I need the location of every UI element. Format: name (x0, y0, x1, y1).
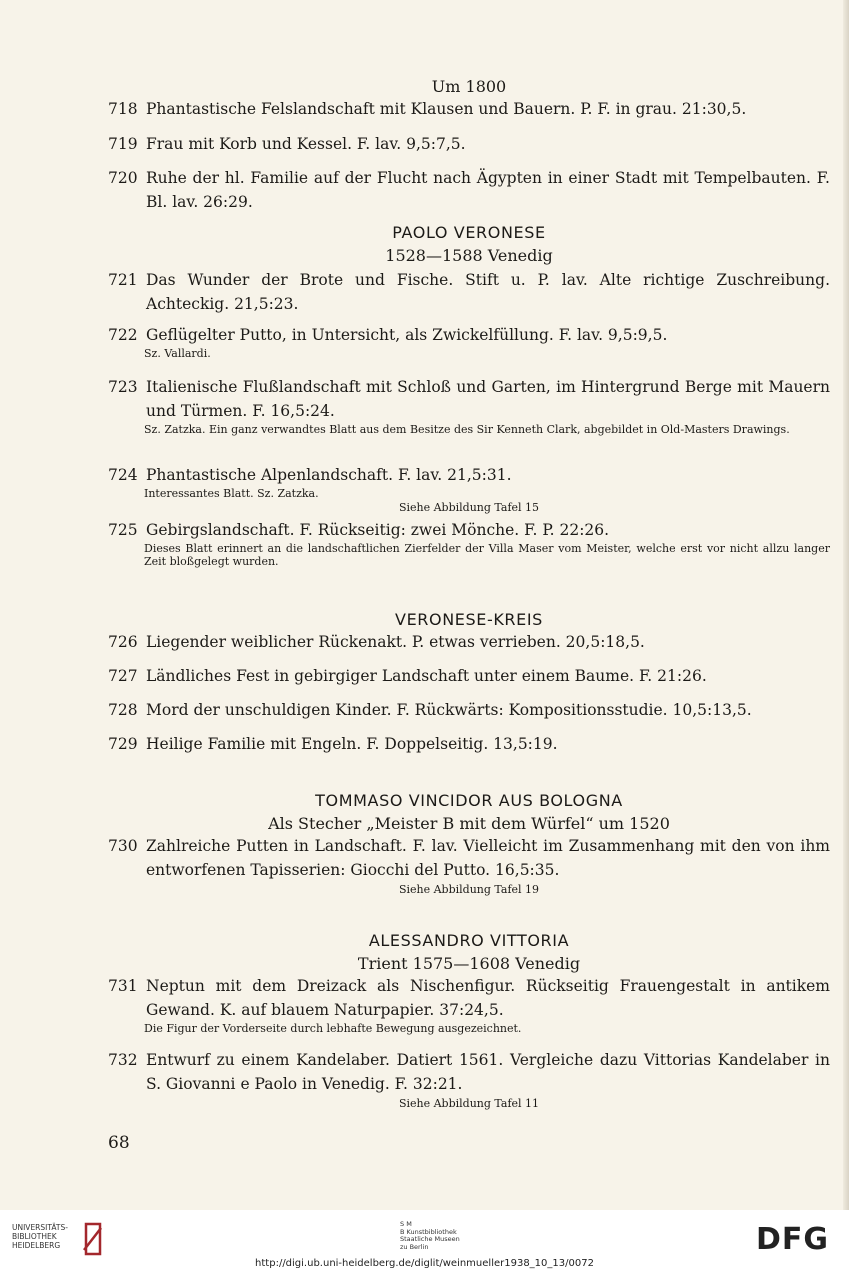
entry-text: Geflügelter Putto, in Untersicht, als Zwickelfüllung. F. lav. 9,5:9,5. (146, 326, 668, 344)
entry-number: 727 (108, 667, 138, 685)
catalog-entry (108, 518, 830, 568)
figure-reference: Siehe Abbildung Tafel 11 (398, 1097, 540, 1110)
entry-note: Interessantes Blatt. Sz. Zatzka. (144, 487, 319, 500)
artist-heading: PAOLO VERONESE (392, 223, 546, 242)
dfg-logo: DFG (756, 1222, 830, 1257)
smb-logo: S M B Kunstbibliothek Staatliche Museen zu Berlin (400, 1220, 460, 1251)
entry-number: 724 (108, 466, 138, 484)
entry-number: 731 (108, 977, 138, 995)
entry-note: Sz. Zatzka. Ein ganz verwandtes Blatt aus dem Besitze des Sir Kenneth Clark, abgebildet in Old-Masters Drawings. (144, 423, 790, 436)
period-heading: Um 1800 (431, 77, 507, 96)
university-library-name: UNIVERSITÄTS- BIBLIOTHEK HEIDELBERG (12, 1223, 68, 1250)
entry-note: Sz. Vallardi. (144, 347, 211, 360)
entry-text: Frau mit Korb und Kessel. F. lav. 9,5:7,5. (146, 135, 466, 153)
entry-text: Liegender weiblicher Rückenakt. P. etwas verrieben. 20,5:18,5. (146, 633, 645, 651)
entry-number: 732 (108, 1051, 138, 1069)
entry-number: 721 (108, 271, 138, 289)
entry-text: Das Wunder der Brote und Fische. Stift u. P. lav. Alte richtige Zuschreibung. Achteckig. 21,5:23. (146, 271, 830, 313)
catalog-entry (108, 268, 830, 316)
entry-text: Phantastische Alpenlandschaft. F. lav. 21,5:31. (146, 466, 512, 484)
entry-number: 720 (108, 169, 138, 187)
catalog-entry (108, 463, 830, 514)
entry-text: Ruhe der hl. Familie auf der Flucht nach Ägypten in einer Stadt mit Tempelbauten. F. Bl. lav. 26:29. (146, 169, 830, 211)
page-number: 68 (108, 1133, 130, 1153)
artist-heading: ALESSANDRO VITTORIA (368, 931, 570, 950)
entry-text: Italienische Flußlandschaft mit Schloß und Garten, im Hintergrund Berge mit Mauern und Türmen. F. 16,5:24. (146, 378, 830, 420)
entry-number: 729 (108, 735, 138, 753)
catalog-entry (108, 375, 830, 436)
entry-text: Zahlreiche Putten in Landschaft. F. lav. Vielleicht im Zusammenhang mit den von ihm entworfenen Tapisserien: Giocchi del Putto. 16,5:35. (146, 837, 830, 879)
catalog-entry (108, 97, 830, 121)
artist-heading: TOMMASO VINCIDOR AUS BOLOGNA (315, 791, 623, 810)
catalog-entry (108, 323, 830, 360)
entry-number: 725 (108, 521, 138, 539)
entry-text: Gebirgslandschaft. F. Rückseitig: zwei Mönche. F. P. 22:26. (146, 521, 610, 539)
entry-number: 718 (108, 100, 138, 118)
page-edge-shadow (843, 0, 849, 1210)
figure-reference: Siehe Abbildung Tafel 19 (398, 883, 540, 896)
entry-number: 730 (108, 837, 138, 855)
catalog-entry (108, 132, 830, 156)
artist-dates: Als Stecher „Meister B mit dem Würfel“ um 1520 (268, 814, 670, 833)
catalog-entry (108, 664, 830, 688)
entry-number: 722 (108, 326, 138, 344)
catalog-entry (108, 1048, 830, 1110)
catalog-entry (108, 166, 830, 214)
entry-text: Ländliches Fest in gebirgiger Landschaft unter einem Baume. F. 21:26. (146, 667, 707, 685)
entry-note: Dieses Blatt erinnert an die landschaftlichen Zierfelder der Villa Maser vom Meister, welche erst vor nicht allzu langer Zeit bloßgelegt wurden. (144, 542, 830, 568)
figure-reference: Siehe Abbildung Tafel 15 (398, 501, 540, 514)
artist-dates: 1528—1588 Venedig (385, 246, 553, 265)
heidelberg-library-logo-icon (4, 1220, 104, 1260)
entry-text: Neptun mit dem Dreizack als Nischenfigur. Rückseitig Frauengestalt in antikem Gewand. K. auf blauem Naturpapier. 37:24,5. (146, 977, 830, 1019)
entry-note: Die Figur der Vorderseite durch lebhafte Bewegung ausgezeichnet. (144, 1022, 522, 1035)
catalog-entry (108, 732, 830, 756)
entry-number: 728 (108, 701, 138, 719)
artist-heading: VERONESE-KREIS (395, 610, 543, 629)
source-url-link[interactable]: http://digi.ub.uni-heidelberg.de/diglit/weinmueller1938_10_13/0072 (255, 1258, 594, 1269)
entry-text: Phantastische Felslandschaft mit Klausen und Bauern. P. F. in grau. 21:30,5. (146, 100, 747, 118)
catalog-entry (108, 630, 830, 654)
catalog-entry (108, 974, 830, 1035)
catalog-entry (108, 698, 830, 722)
catalog-entry (108, 834, 830, 896)
entry-number: 726 (108, 633, 138, 651)
entry-number: 723 (108, 378, 138, 396)
entry-text: Heilige Familie mit Engeln. F. Doppelseitig. 13,5:19. (146, 735, 558, 753)
entry-text: Mord der unschuldigen Kinder. F. Rückwärts: Kompositionsstudie. 10,5:13,5. (146, 701, 752, 719)
artist-dates: Trient 1575—1608 Venedig (357, 954, 581, 973)
entry-text: Entwurf zu einem Kandelaber. Datiert 1561. Vergleiche dazu Vittorias Kandelaber in S. Giovanni e Paolo in Venedig. F. 32:21. (146, 1051, 830, 1093)
entry-number: 719 (108, 135, 138, 153)
